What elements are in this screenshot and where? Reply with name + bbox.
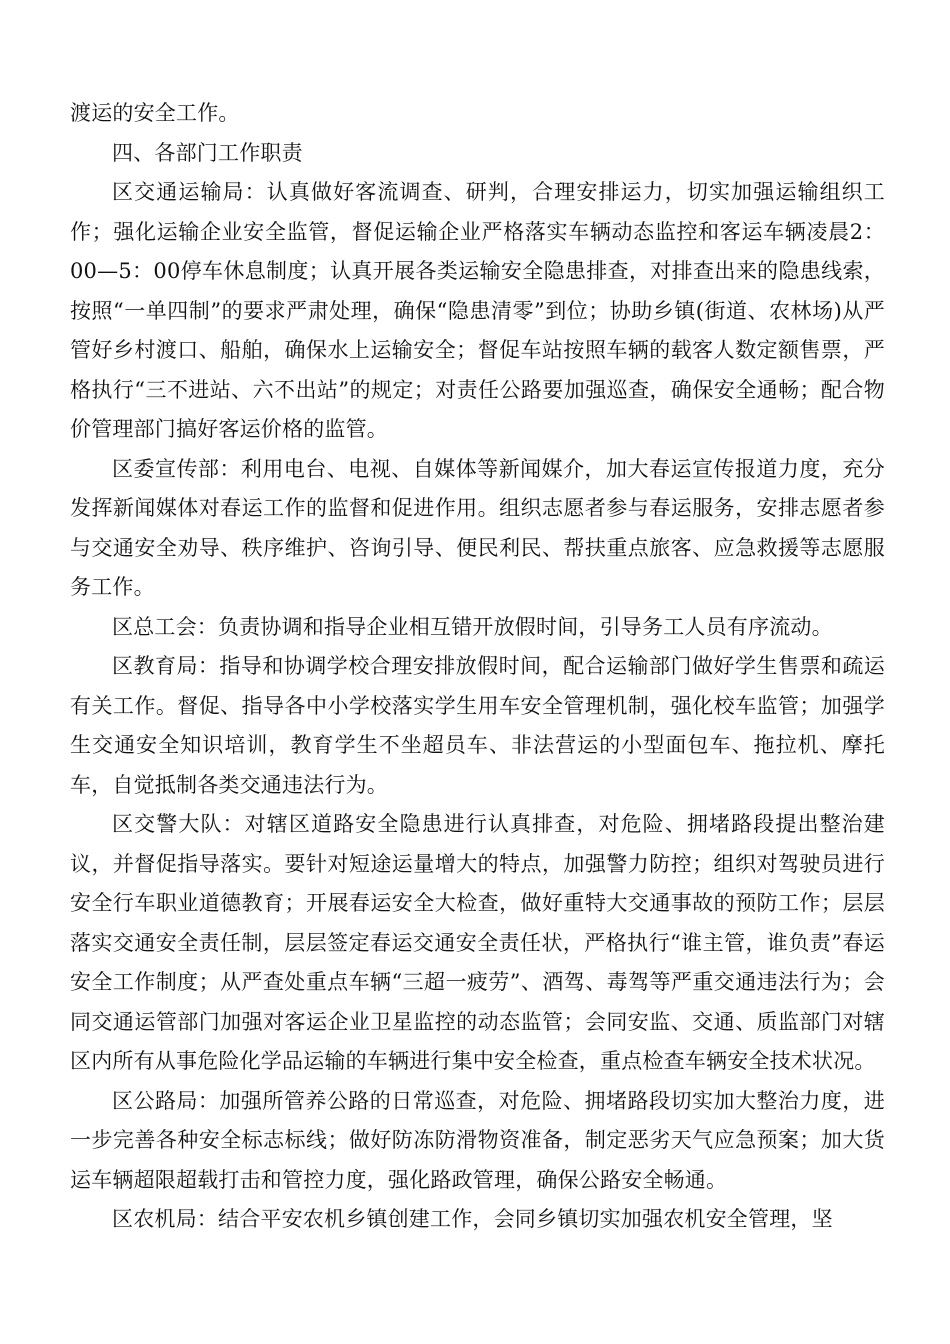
highway-bureau-paragraph: 区公路局：加强所管养公路的日常巡查，对危险、拥堵路段切实加大整治力度，进一步完善各种安全标志标线；做好防冻防滑物资准备，制定恶劣天气应急预案；加大货运车辆超限超载打击和管控力度，强化路政管理，确保公路安全畅通。 (70, 1088, 885, 1192)
document-page (70, 94, 885, 1240)
trade-union-paragraph: 区总工会：负责协调和指导企业相互错开放假时间，引导务工人员有序流动。 (112, 614, 833, 639)
continuation-paragraph: 渡运的安全工作。 (70, 101, 240, 125)
agri-machinery-bureau-paragraph: 区农机局：结合平安农机乡镇创建工作，会同乡镇切实加强农机安全管理，坚 (112, 1207, 833, 1231)
education-bureau-paragraph: 区教育局：指导和协调学校合理安排放假时间，配合运输部门做好学生售票和疏运有关工作。督促、指导各中小学校落实学生用车安全管理机制，强化校车监管；加强学生交通安全知识培训，教育学生不坐超员车、非法营运的小型面包车、拖拉机、摩托车，自觉抵制各类交通违法行为。 (70, 654, 885, 797)
traffic-police-paragraph: 区交警大队：对辖区道路安全隐患进行认真排查，对危险、拥堵路段提出整治建议，并督促指导落实。要针对短途运量增大的特点，加强警力防控；组织对驾驶员进行安全行车职业道德教育；开展春运安全大检查，做好重特大交通事故的预防工作；层层落实交通安全责任制，层层签定春运交通安全责任状，严格执行“谁主管，谁负责”春运安全工作制度；从严查处重点车辆“三超一疲劳”、酒驾、毒驾等严重交通违法行为；会同交通运管部门加强对客运企业卫星监控的动态监管；会同安监、交通、质监部门对辖区内所有从事危险化学品运输的车辆进行集中安全检查，重点检查车辆安全技术状况。 (70, 812, 885, 1073)
section-heading: 四、各部门工作职责 (112, 140, 303, 165)
publicity-dept-paragraph: 区委宣传部：利用电台、电视、自媒体等新闻媒介，加大春运宣传报道力度，充分发挥新闻媒体对春运工作的监督和促进作用。组织志愿者参与春运服务，安排志愿者参与交通安全劝导、秩序维护、咨询引导、便民利民、帮扶重点旅客、应急救援等志愿服务工作。 (70, 456, 885, 599)
transport-bureau-paragraph: 区交通运输局：认真做好客流调查、研判，合理安排运力，切实加强运输组织工作；强化运输企业安全监管，督促运输企业严格落实车辆动态监控和客运车辆凌晨2：00—5：00停车休息制度；认真开展各类运输安全隐患排查，对排查出来的隐患线索，按照“一单四制”的要求严肃处理，确保“隐患清零”到位；协助乡镇(街道、农林场)从严管好乡村渡口、船舶，确保水上运输安全；督促车站按照车辆的载客人数定额售票，严格执行“三不进站、六不出站”的规定；对责任公路要加强巡查，确保安全通畅；配合物价管理部门搞好客运价格的监管。 (70, 180, 885, 441)
